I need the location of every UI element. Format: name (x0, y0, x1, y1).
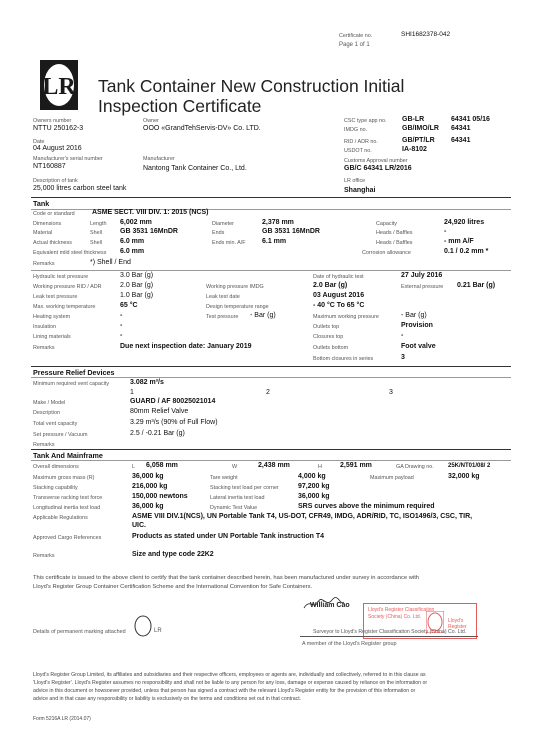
ga-drawing: 25K/NT01/08/ 2 (448, 463, 491, 469)
eq-thickness-label: Equivalent mild steel thickness (33, 250, 107, 256)
overall-label: Overall dimensions (33, 464, 79, 470)
cert-no: SHI1682378-042 (401, 31, 451, 38)
w-label: W (232, 464, 238, 470)
outlets-top: Provision (401, 322, 433, 329)
max-temp-label: Max. working temperature (33, 304, 96, 310)
stacking-load-label: Stacking test load per corner (210, 485, 279, 491)
regs-line-2: UIC. (132, 522, 146, 529)
min-vent: 3.082 m³/s (130, 379, 164, 386)
capacity: 24,920 litres (444, 219, 485, 226)
test-pressure: - Bar (g) (250, 312, 276, 319)
description-label: Description of tank (33, 178, 78, 184)
footer-line-2: 'Lloyd's Register'. Lloyd's Register assumes no responsibility and shall not be liable to any person for any loss, damage or expense caused by reliance on the information or (33, 680, 428, 686)
test-pressure-label: Test pressure (206, 314, 239, 320)
lining: - (120, 332, 123, 339)
min-vent-label: Minimum required vent capacity (33, 381, 110, 387)
design-temp: - 40 °C To 65 °C (313, 302, 365, 309)
leak-label: Leak test pressure (33, 294, 78, 300)
actual-thickness-label: Actual thickness (33, 240, 72, 246)
prd-desc-label: Description (33, 410, 60, 416)
ext-pressure-label: External pressure (401, 284, 444, 290)
payload: 32,000 kg (448, 473, 480, 480)
length-label: Length (90, 221, 107, 227)
ends-min-label: Ends min. A/F (212, 240, 246, 246)
signer-name: William Cao (310, 602, 350, 609)
prd-col-3: 3 (389, 389, 393, 396)
rid-val: 64341 (451, 137, 471, 144)
permanent-marking-logo (133, 615, 153, 637)
dynamic-label: Dynamic Test Value (210, 505, 258, 511)
heads-label: Heads / Baffles (376, 230, 413, 236)
heads-value: - (444, 228, 447, 235)
tare: 4,000 kg (298, 473, 326, 480)
max-wp-label: Maximum working pressure (313, 314, 379, 320)
rid-label: RID / ADR no. (344, 139, 378, 145)
ga-label: GA Drawing no. (396, 464, 434, 470)
owners-number: NTTU 250162-3 (33, 125, 84, 132)
csc-val: 64341 05/16 (451, 116, 490, 123)
mfr-serial-label: Manufacturer's serial number (33, 156, 103, 162)
shell-material: GB 3531 16MnDR (120, 228, 178, 235)
diameter-label: Diameter (212, 221, 234, 227)
ends-material: GB 3531 16MnDR (262, 228, 320, 235)
max-temp: 65 °C (120, 302, 138, 309)
shell-label-2: Shell (90, 240, 102, 246)
lateral: 36,000 kg (298, 493, 330, 500)
hyd-date-label: Date of hydraulic test (313, 274, 364, 280)
actual-thickness: 6.0 mm (120, 238, 145, 245)
signature (302, 596, 346, 612)
heads-label-2: Heads / Baffles (376, 240, 413, 246)
racking: 150,000 newtons (132, 493, 188, 500)
hyd-test: 3.0 Bar (g) (120, 272, 154, 279)
date: 04 August 2016 (33, 145, 82, 152)
marking-mark: LR (154, 628, 162, 634)
owner: OOO «GrandTehServis-DV» Co. LTD. (143, 125, 261, 132)
csc-label: CSC type app no. (344, 118, 387, 124)
page-title: Tank Container New Construction Initial Inspection Certificate (98, 76, 405, 116)
heating: - (120, 312, 123, 319)
imdg-label: IMDG no. (344, 127, 368, 133)
total-vent: 3.29 m³/s (90% of Full Flow) (130, 419, 218, 426)
make-model: GUARD / AF 80025021014 (130, 398, 216, 405)
bottom-closures: 3 (401, 354, 405, 361)
closures-top: - (401, 332, 404, 339)
tank-remarks2-label: Remarks (33, 345, 55, 351)
tank-remarks2: Due next inspection date: January 2019 (120, 343, 252, 350)
heating-label: Heating system (33, 314, 71, 320)
cert-no-label: Certificate no. (339, 33, 373, 39)
leak: 1.0 Bar (g) (120, 292, 154, 299)
cargo: Products as stated under UN Portable Tank instruction T4 (132, 533, 325, 540)
tare-label: Tare weight (210, 475, 238, 481)
make-label: Make / Model (33, 400, 66, 406)
hyd-date: 27 July 2016 (401, 272, 443, 279)
marking-label: Details of permanent marking attached (33, 629, 126, 635)
tank-remarks: *) Shell / End (90, 259, 131, 266)
wp-rid: 2.0 Bar (g) (120, 282, 154, 289)
insulation: - (120, 322, 123, 329)
prd-col-1: 1 (130, 389, 134, 396)
racking-label: Transverse racking test force (33, 495, 103, 501)
footer-line-1: Lloyd's Register Group Limited, its affiliates and subsidiaries and their respective officers, employees or agents are, individually and collectively, referred to in this clause as (33, 672, 426, 678)
mfr-serial: NT160887 (33, 163, 66, 170)
ext-pressure: 0.21 Bar (g) (457, 282, 496, 289)
dynamic: SRS curves above the minimum required (298, 503, 435, 510)
signer-title: Surveyor to Lloyd's Register Classification Society (China) Co. Ltd. (313, 629, 467, 635)
prd-desc: 80mm Relief Valve (130, 408, 189, 415)
mainframe-heading: Tank And Mainframe (33, 451, 103, 460)
lr-office: Shanghai (344, 187, 376, 194)
member-text: A member of the Lloyd's Register group (302, 641, 397, 647)
prd-heading: Pressure Relief Devices (33, 368, 115, 377)
total-vent-label: Total vent capacity (33, 421, 78, 427)
usdot-label: USDOT no. (344, 148, 372, 154)
footer-line-4: advice and in that case any responsibility or liability is exclusively on the terms and conditions set out in that contract. (33, 696, 302, 702)
h-label: H (318, 464, 322, 470)
tank-divider (31, 197, 511, 198)
overall-w: 2,438 mm (258, 462, 290, 469)
set-pressure-label: Set pressure / Vacuum (33, 432, 88, 438)
length: 6,002 mm (120, 219, 152, 226)
tank-heading: Tank (33, 199, 50, 208)
usdot-code: IA-8102 (402, 146, 427, 153)
outlets-top-label: Outlets top (313, 324, 340, 330)
outlets-bottom-label: Outlets bottom (313, 345, 349, 351)
capacity-label: Capacity (376, 221, 397, 227)
heads-value-2: - mm A/F (444, 238, 474, 245)
bottom-closures-label: Bottom closures in series (313, 356, 374, 362)
wp-imdg-label: Working pressure IMDG (206, 284, 264, 290)
manufacturer: Nantong Tank Container Co., Ltd. (143, 165, 247, 172)
customs-label: Customs Approval number (344, 158, 408, 164)
stacking-label: Stacking capability (33, 485, 78, 491)
code-label: Code or standard (33, 211, 75, 217)
lr-office-label: LR office (344, 178, 366, 184)
leak-date-label: Leak test date (206, 294, 240, 300)
leak-date: 03 August 2016 (313, 292, 365, 299)
cargo-label: Approved Cargo References (33, 535, 102, 541)
ends-min: 6.1 mm (262, 238, 287, 245)
imdg-val: 64341 (451, 125, 471, 132)
ends-label: Ends (212, 230, 225, 236)
shell-label: Shell (90, 230, 102, 236)
prd-remarks-label: Remarks (33, 442, 55, 448)
stacking-load: 97,200 kg (298, 483, 330, 490)
date-label: Date (33, 139, 45, 145)
mainframe-remarks-label: Remarks (33, 553, 55, 559)
page-number: Page 1 of 1 (339, 42, 370, 48)
max-gross-label: Maximum gross mass (R) (33, 475, 95, 481)
overall-h: 2,591 mm (340, 462, 372, 469)
prd-heading-rule (31, 377, 511, 378)
mainframe-divider (31, 449, 511, 450)
wp-rid-label: Working pressure RID / ADR (33, 284, 102, 290)
eq-thickness: 6.0 mm (120, 248, 145, 255)
tank-remarks-label: Remarks (33, 261, 55, 267)
outlets-bottom: Foot valve (401, 343, 436, 350)
svg-text:LR: LR (42, 74, 76, 100)
payload-label: Maximum payload (370, 475, 414, 481)
footer-line-3: advice in this document or howsoever provided, unless that person has signed a contract with the relevant Lloyd's Register entity for the provision of this information or (33, 688, 416, 694)
mainframe-remarks: Size and type code 22K2 (132, 551, 214, 558)
prd-divider (31, 366, 511, 367)
overall-l: 6,058 mm (146, 462, 178, 469)
mainframe-heading-rule (31, 460, 511, 461)
statement-line-1: This certificate is issued to the above client to certify that the tank container described herein, has been manufactured under survey in accordance with (33, 575, 420, 581)
customs: GB/C 64341 LR/2016 (344, 165, 412, 172)
diameter: 2,378 mm (262, 219, 294, 226)
form-number: Form 5216A LR (2014.07) (33, 716, 91, 722)
lr-logo (40, 60, 78, 110)
csc-code: GB-LR (402, 116, 425, 123)
l-label: L (132, 464, 135, 470)
corrosion: 0.1 / 0.2 mm * (444, 248, 489, 255)
lining-label: Lining materials (33, 334, 71, 340)
max-gross: 36,000 kg (132, 473, 164, 480)
insulation-label: Insulation (33, 324, 57, 330)
set-pressure: 2.5 / -0.21 Bar (g) (130, 430, 185, 437)
tank-rule-2 (31, 270, 511, 271)
closures-top-label: Closures top (313, 334, 344, 340)
longitudinal: 36,000 kg (132, 503, 164, 510)
corrosion-label: Corrosion allowance (362, 250, 411, 256)
design-temp-label: Design temperature range (206, 304, 269, 310)
stacking: 216,000 kg (132, 483, 168, 490)
owner-label: Owner (143, 118, 159, 124)
dimensions-label: Dimensions (33, 221, 62, 227)
material-label: Material (33, 230, 53, 236)
description: 25,000 litres carbon steel tank (33, 185, 127, 192)
imdg-code: GB/IMO/LR (402, 125, 439, 132)
wp-imdg: 2.0 Bar (g) (313, 282, 348, 289)
code-standard: ASME SECT. VIII DIV. 1: 2015 (NCS) (92, 209, 209, 216)
hyd-test-label: Hydraulic test pressure (33, 274, 89, 280)
stamp-logo-icon (426, 611, 444, 633)
official-stamp: Lloyd's Register Classification Society (China) Co. Ltd. Lloyd's Register (363, 603, 477, 639)
prd-col-2: 2 (266, 389, 270, 396)
lateral-label: Lateral inertia test load (210, 495, 265, 501)
longitudinal-label: Longitudinal inertia test load (33, 505, 101, 511)
statement-line-2: Lloyd's Register Group Container Certification Scheme and the International Convention for Safe Containers. (33, 584, 313, 590)
owners-number-label: Owners number (33, 118, 72, 124)
regs-line-1: ASME VIII DIV.1(NCS), UN Portable Tank T4, US-DOT, CFR49, IMDG, ADR/RID, TC, ISO1496/3, CSC, TIR, (132, 513, 473, 520)
regs-label: Applicable Regulations (33, 515, 88, 521)
rid-code: GB/PT/LR (402, 137, 435, 144)
manufacturer-label: Manufacturer (143, 156, 175, 162)
max-wp: - Bar (g) (401, 312, 427, 319)
